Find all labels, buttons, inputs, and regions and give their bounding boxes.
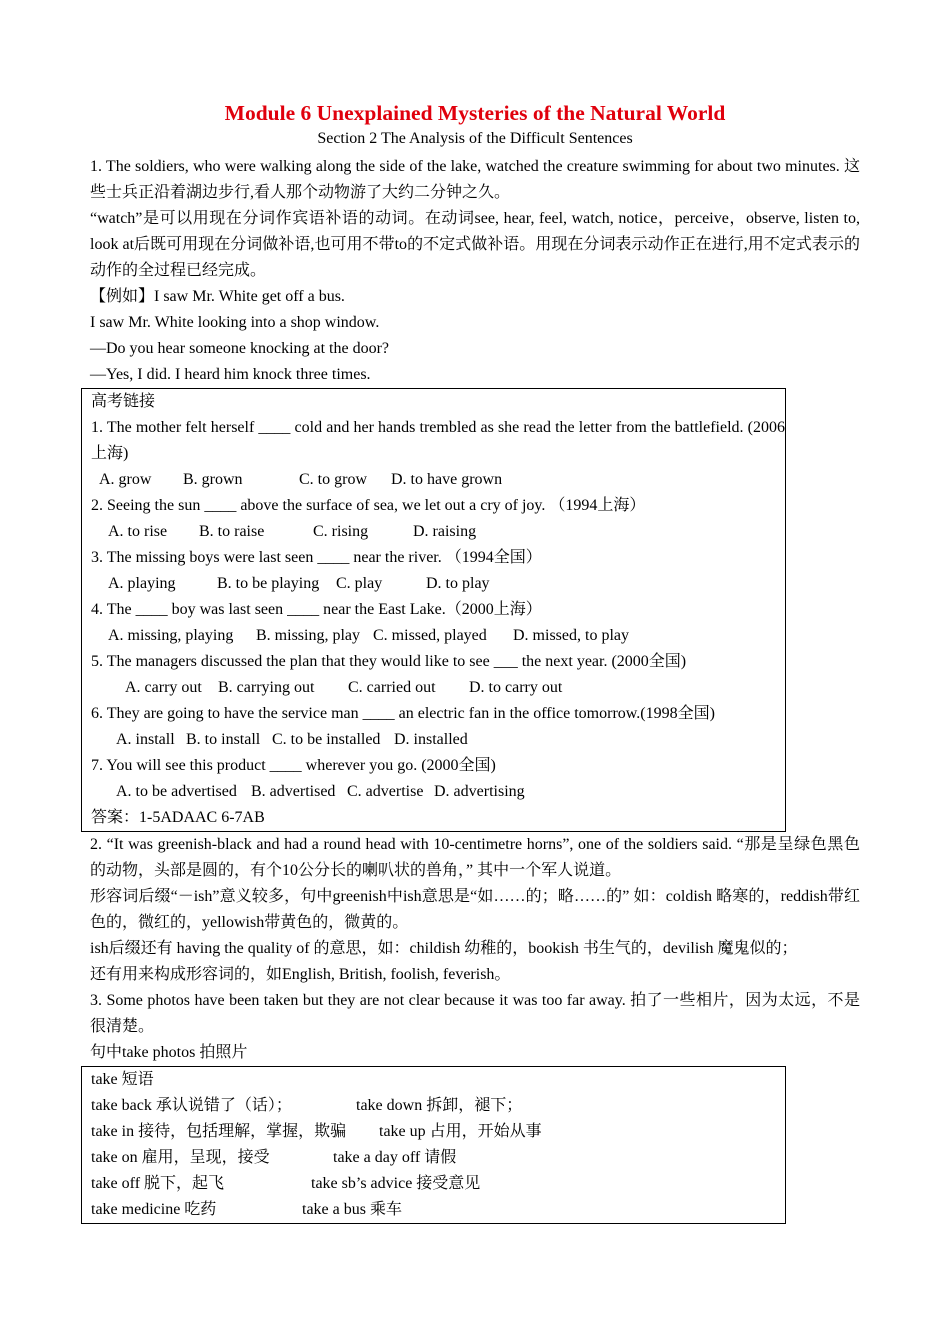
- sentence-2-note-1: 形容词后缀“－ish”意义较多，句中greenish中ish意思是“如……的；略……的” 如：coldish 略寒的，reddish带红色的，微红的，yellowish带黄色的，微黄的。: [90, 888, 860, 931]
- option: C. carried out: [348, 679, 436, 696]
- take-phrases-box: [81, 1066, 786, 1224]
- take-phrase: take on 雇用，呈现，接受: [91, 1149, 270, 1166]
- option: C. advertise: [347, 783, 424, 800]
- question-6-options: [91, 727, 785, 753]
- option: C. rising: [313, 523, 369, 540]
- take-phrase: take back 承认说错了（话）；: [91, 1097, 292, 1114]
- question-6: 6. They are going to have the service man ____ an electric fan in the office tomorrow.(1998全国): [91, 705, 715, 722]
- option: B. carrying out: [218, 679, 315, 696]
- option: A. to rise: [108, 523, 168, 540]
- answer-key: 答案：1-5ADAAC 6-7AB: [91, 809, 265, 826]
- question-5-options: [91, 675, 785, 701]
- question-7: 7. You will see this product ____ wherever you go. (2000全国): [91, 757, 496, 774]
- option: D. to have grown: [391, 471, 503, 488]
- question-5: 5. The managers discussed the plan that they would like to see ___ the next year. (2000全国): [91, 653, 687, 670]
- option: A. grow: [99, 471, 152, 488]
- option: B. missing, play: [256, 627, 361, 644]
- take-phrase: take a day off 请假: [333, 1149, 457, 1166]
- sentence-1-note: “watch”是可以用现在分词作宾语补语的动词。在动词see, hear, feel, watch, notice，perceive，observe, listen to, look at后既可用现在分词做补语,也可用不带to的不定式做补语。用现在分词表示动作正在进行,用不定式表示的动作的全过程已经完成。: [90, 210, 860, 279]
- take-row: [91, 1145, 785, 1171]
- take-row: [91, 1197, 785, 1223]
- take-phrase: take a bus 乘车: [302, 1201, 402, 1218]
- question-3-options: [91, 571, 785, 597]
- sentence-3-note: 句中take photos 拍照片: [90, 1044, 248, 1061]
- take-phrase: take medicine 吃药: [91, 1201, 217, 1218]
- option: D. to carry out: [469, 679, 563, 696]
- take-heading: take 短语: [91, 1071, 154, 1088]
- question-4-options: [91, 623, 785, 649]
- example-4: —Yes, I did. I heard him knock three times.: [90, 366, 371, 383]
- example-2: I saw Mr. White looking into a shop window.: [90, 314, 380, 331]
- sentence-2: 2. “It was greenish-black and had a round head with 10-centimetre horns”, one of the soldiers said. “那是呈绿色黑色的动物，头部是圆的，有个10公分长的喇叭状的兽角，” 其中一个军人说道。: [90, 836, 860, 879]
- question-4: 4. The ____ boy was last seen ____ near the East Lake.（2000上海）: [91, 601, 542, 618]
- option: C. play: [336, 575, 383, 592]
- take-phrase: take in 接待，包括理解，掌握，欺骗: [91, 1123, 347, 1140]
- option: B. grown: [183, 471, 243, 488]
- option: A. install: [116, 731, 175, 748]
- take-row: [91, 1171, 785, 1197]
- option: D. to play: [426, 575, 490, 592]
- option: B. to be playing: [217, 575, 320, 592]
- question-2: 2. Seeing the sun ____ above the surface of sea, we let out a cry of joy. （1994上海）: [91, 497, 646, 514]
- question-1: 1. The mother felt herself ____ cold and her hands trembled as she read the letter from the battlefield. (2006上海): [91, 419, 785, 462]
- question-1-options: [91, 467, 785, 493]
- take-row: [91, 1119, 785, 1145]
- option: B. to raise: [199, 523, 265, 540]
- take-row: [91, 1093, 785, 1119]
- page-title: Module 6 Unexplained Mysteries of the Natural World: [224, 101, 726, 125]
- sentence-1: 1. The soldiers, who were walking along the side of the lake, watched the creature swimming for about two minutes. 这些士兵正沿着湖边步行,看人那个动物游了大约二分钟之久。: [90, 158, 860, 201]
- option: D. raising: [413, 523, 477, 540]
- gaokao-box: [81, 388, 786, 832]
- question-7-options: [91, 779, 785, 805]
- document-page: [90, 98, 860, 1224]
- sentence-2-note-3: 还有用来构成形容词的，如English, British, foolish, feverish。: [90, 966, 511, 983]
- gaokao-heading: 高考链接: [91, 393, 156, 410]
- option: D. installed: [394, 731, 468, 748]
- option: A. playing: [108, 575, 176, 592]
- option: D. advertising: [434, 783, 525, 800]
- take-phrase: take sb’s advice 接受意见: [311, 1175, 481, 1192]
- example-1: 【例如】I saw Mr. White get off a bus.: [90, 288, 345, 305]
- take-phrase: take up 占用，开始从事: [379, 1123, 542, 1140]
- question-3: 3. The missing boys were last seen ____ near the river. （1994全国）: [91, 549, 542, 566]
- option: B. to install: [186, 731, 261, 748]
- take-phrase: take down 拆卸，褪下；: [356, 1097, 523, 1114]
- option: D. missed, to play: [513, 627, 629, 644]
- option: C. missed, played: [373, 627, 487, 644]
- take-phrase: take off 脱下，起飞: [91, 1175, 225, 1192]
- option: C. to be installed: [272, 731, 381, 748]
- sentence-2-note-2: ish后缀还有 having the quality of 的意思，如：childish 幼稚的，bookish 书生气的，devilish 魔鬼似的；: [90, 940, 798, 957]
- option: A. to be advertised: [116, 783, 237, 800]
- option: B. advertised: [251, 783, 336, 800]
- sentence-3: 3. Some photos have been taken but they are not clear because it was too far away. 拍了一些相片，因为太远，不是很清楚。: [90, 992, 860, 1035]
- option: A. carry out: [125, 679, 202, 696]
- page-subtitle: Section 2 The Analysis of the Difficult Sentences: [317, 130, 633, 147]
- question-2-options: [91, 519, 785, 545]
- option: A. missing, playing: [108, 627, 234, 644]
- option: C. to grow: [299, 471, 367, 488]
- example-3: —Do you hear someone knocking at the door?: [90, 340, 390, 357]
